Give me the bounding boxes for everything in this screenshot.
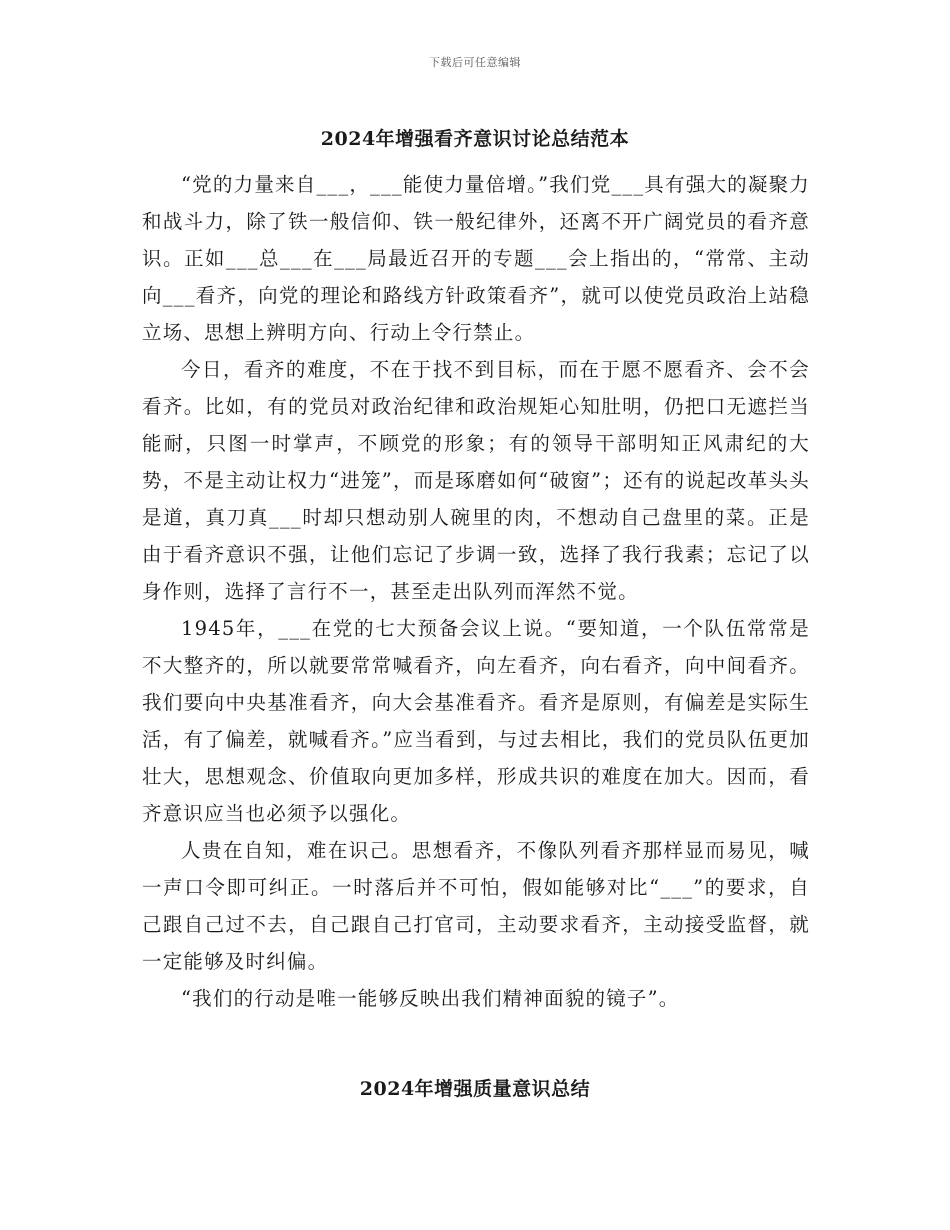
document-title: 2024年增强看齐意识讨论总结范本 bbox=[320, 128, 630, 150]
second-document-title: 2024年增强质量意识总结 bbox=[359, 1078, 591, 1100]
paragraph-2: 今日，看齐的难度，不在于找不到目标，而在于愿不愿看齐、会不会看齐。比如，有的党员对政治纪律和政治规矩心知肚明，仍把口无遮拦当能耐，只图一时掌声，不顾党的形象；有的领导干部明知正风肃纪的大势，不是主动让权力“进笼”，而是琢磨如何“破窗”；还有的说起改革头头是道，真刀真___时却只想动别人碗里的肉，不想动自己盘里的菜。正是由于看齐意识不强，让他们忘记了步调一致，选择了我行我素；忘记了以身作则，选择了言行不一，甚至走出队列而浑然不觉。 bbox=[142, 358, 810, 603]
paragraph-5: “我们的行动是唯一能够反映出我们精神面貌的镜子”。 bbox=[181, 987, 680, 1010]
document-body bbox=[142, 166, 810, 1017]
paragraph-1: “党的力量来自___，___能使力量倍增。”我们党___具有强大的凝聚力和战斗力，除了铁一般信仰、铁一般纪律外，还离不开广阔党员的看齐意识。正如___总___在___局最近召开的专题___会上指出的，“常常、主动向___看齐，向党的理论和路线方针政策看齐”，就可以使党员政治上站稳立场、思想上辨明方向、行动上令行禁止。 bbox=[142, 173, 810, 344]
paragraph-3: 1945年，___在党的七大预备会议上说。“要知道，一个队伍常常是不大整齐的，所以就要常常喊看齐，向左看齐，向右看齐，向中间看齐。我们要向中央基准看齐，向大会基准看齐。看齐是原则，有偏差是实际生活，有了偏差，就喊看齐。”应当看到，与过去相比，我们的党员队伍更加壮大，思想观念、价值取向更加多样，形成共识的难度在加大。因而，看齐意识应当也必须予以强化。 bbox=[142, 617, 810, 825]
header-note: 下载后可任意编辑 bbox=[429, 56, 521, 69]
paragraph-4: 人贵在自知，难在识己。思想看齐，不像队列看齐那样显而易见，喊一声口令即可纠正。一时落后并不可怕，假如能够对比“___”的要求，自己跟自己过不去，自己跟自己打官司，主动要求看齐，主动接受监督，就一定能够及时纠偏。 bbox=[142, 839, 810, 973]
